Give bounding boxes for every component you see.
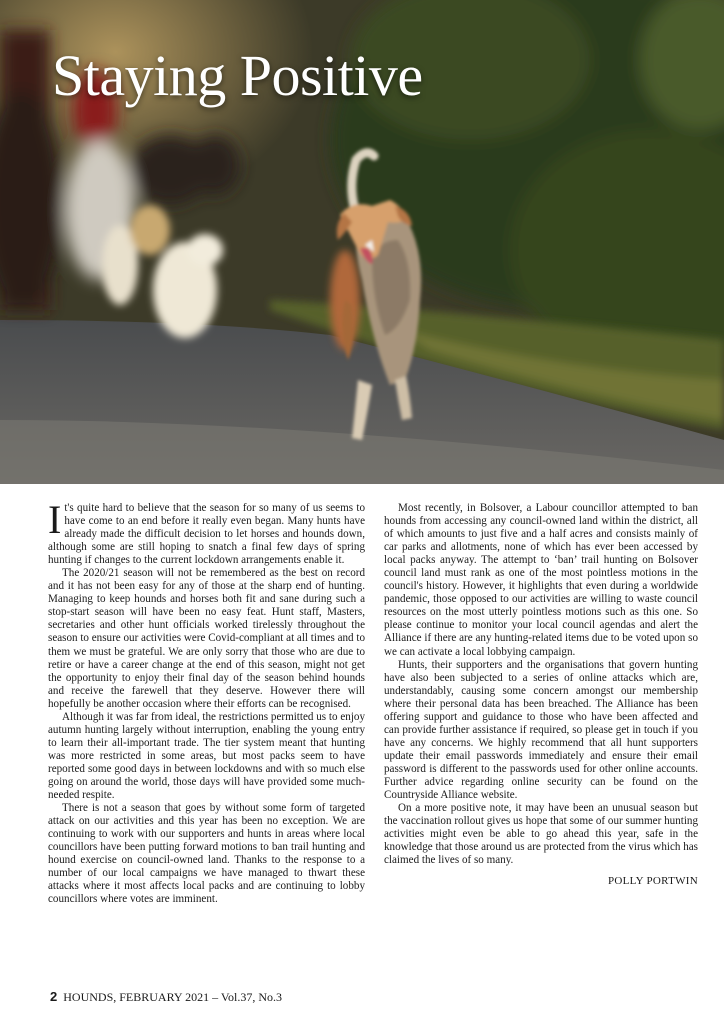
article-column-right [384,502,698,888]
article-paragraph: Hunts, their supporters and the organisations that govern hunting have also been subjected to a series of online attacks which are, understandably, causing some concern amongst our membership where their personal data has been breached. The Alliance has been offering support and guidance to those who have been affected and can provide further assistance if required, so please get in touch if you have any concerns. We highly recommend that all hunt supporters update their email passwords immediately and ensure their email password is different to the passwords used for other online accounts. Further advice regarding online security can be found on the Countryside Alliance website. [384,658,698,802]
article-paragraph: There is not a season that goes by without some form of targeted attack on our activities and this year has been no exception. We are continuing to work with our supporters and hunts in areas where local councillors have been putting forward motions to ban trail hunting and hound exercise on council-owned land. Thanks to the response to a number of our local campaigns we have managed to thwart these attacks where it most affects local packs and are continuing to lobby councillors where votes are imminent. [48,802,365,906]
drop-cap: I [48,497,62,542]
hero-photo [0,0,724,484]
author-byline: POLLY PORTWIN [607,875,698,888]
article-paragraph: On a more positive note, it may have been an unusual season but the vaccination rollout gives us hope that some of our summer hunting activities might even be able to go ahead this year, safe in the knowledge that those around us are protected from the virus which has claimed the lives of so many. [384,802,698,867]
page-number: 2 [50,989,58,1004]
article-column-left [48,497,366,906]
page-footer [50,989,282,1005]
publication-info: HOUNDS, FEBRUARY 2021 – Vol.37, No.3 [63,990,283,1004]
article-paragraph: Most recently, in Bolsover, a Labour councillor attempted to ban hounds from accessing any council-owned land within the district, all of which amounts to just five and a half acres and consists mainly of car parks and allotments, none of which has ever been accessed by local packs anyway. The attempt to ‘ban’ trail hunting on Bolsover council land must rank as one of the most pointless motions in the council's history. However, it highlights that even during a worldwide pandemic, those opposed to our activities are willing to waste council resources on the most utterly pointless motions such as this one. So please continue to monitor your local council agendas and alert the Alliance if there are any hunting-related items due to be voted upon so we can activate a local lobbying campaign. [384,502,698,658]
article-paragraph: Although it was far from ideal, the restrictions permitted us to enjoy autumn hunting largely without interruption, enabling the young entry to learn their all-important trade. The tier system meant that hunting was more restricted in some areas, but most packs seem to have reported some good days in between lockdowns and with so much else going on around the world, those days will have provided some much-needed respite. [48,710,365,802]
article-paragraph: It's quite hard to believe that the season for so many of us seems to have come to an end before it really even began. Many hunts have already made the difficult decision to let horses and hounds down, although some are still hoping to snatch a final few days of spring hunting if changes to the current lockdown arrangements enable it. [48,497,365,567]
article-paragraph: The 2020/21 season will not be remembered as the best on record and it has not been easy for any of those at the sharp end of hunting. Managing to keep hounds and horses both fit and sane during such a stop-start season will have been no easy feat. Hunt staff, Masters, secretaries and other hunt officials worked tirelessly throughout the season to ensure our activities were Covid-compliant at all times and to them we must be grateful. We are only sorry that those who are due to retire or have a career change at the end of this season, might not get the opportunity to enjoy their final day of the season behind hounds and receive the farewell that they deserve. However there will hopefully be another occasion where their efforts can be recognised. [48,567,366,710]
article-title: Staying Positive [52,43,423,108]
